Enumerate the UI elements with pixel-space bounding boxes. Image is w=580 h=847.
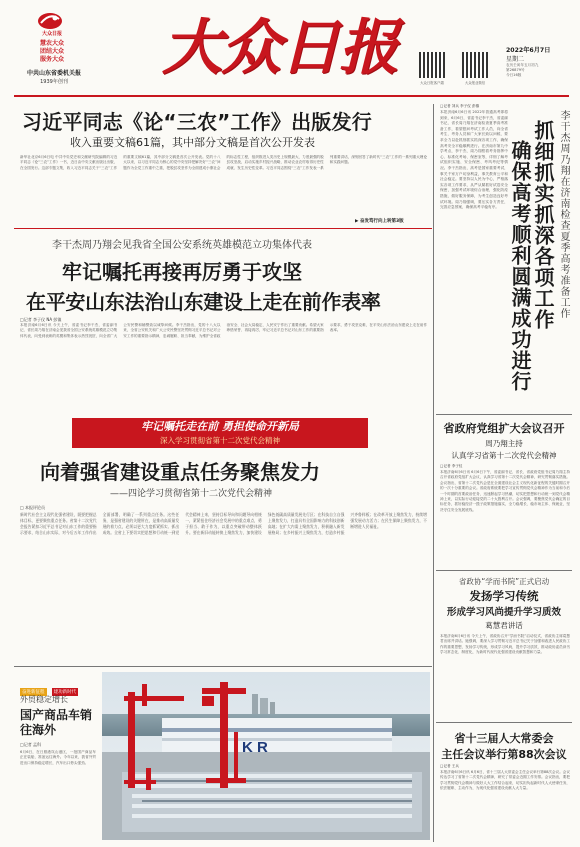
photo-caption: 6月6日，在日照港岚山港区，一批国产商品车正在装船，准备运往海外。今年以来，我省外贸进出口保持稳定增长，汽车出口势头强劲。 — [20, 750, 96, 765]
masthead-title-text: 大众日报 — [162, 13, 398, 83]
npc-headline-2: 主任会议举行第88次会议 — [441, 748, 567, 761]
gaokao-kicker: 李干杰周乃翔在济南检查夏季高考准备工作 — [558, 110, 569, 319]
gaokao-title-2: 抓细抓实抓深各项工作 — [531, 120, 555, 330]
theme-banner-line-1: 牢记嘱托走在前 勇担使命开新局 — [141, 420, 299, 433]
academy-body: 本报济南6月6日讯 今天上午，省政协召开“学而书院”启动仪式，省政协主席葛慧君出席并讲话。她强调，要深入学习贯彻习近平总书记关于加强和改进人民政协工作的重要思想，发扬学习传统，形成学习风尚，提升学习质效，推动政协委员读书学习常态化、制度化，为新时代现代化强省建设贡献智慧和力量。 — [440, 634, 570, 655]
qr-caption: 大众报业微信 — [464, 81, 486, 85]
newspaper-small-logo — [36, 10, 64, 32]
photo-badge-group — [20, 678, 96, 695]
academy-headline-1: 发扬学习传统 — [469, 589, 539, 603]
gov-byline: □记者 李子仪 — [440, 464, 463, 468]
gaokao-title-1: 确保高考顺利圆满成功进行 — [508, 140, 532, 392]
gaokao-byline: □记者 刘兵 李子仪 彭镇 — [440, 104, 480, 108]
police-headline-2: 在平安山东法治山东建设上走在前作表率 — [26, 290, 381, 314]
lead-jump[interactable]: ▶ 奋发笃行向上转第3版 — [355, 219, 404, 224]
photo-byline: □记者 孟科 — [20, 742, 42, 747]
npc-headline-1: 省十三届人大常委会 — [454, 732, 554, 745]
sidebar-divider — [436, 722, 572, 723]
police-byline: □记者 李子仪 NA 彭镇 — [20, 317, 62, 322]
slogan-block — [30, 40, 74, 64]
ship-lettering: K R — [242, 739, 268, 756]
masthead-title — [162, 4, 402, 94]
founded-year: 1939年创刊 — [40, 79, 68, 85]
theme-banner-line-2: 深入学习贯彻省第十二次党代会精神 — [160, 436, 280, 445]
qr-code-wechat — [462, 52, 488, 78]
qr-code-app — [419, 52, 445, 78]
gov-body: 本报济南6月6日讯 6月6日下午，省委副书记、省长、省政府党组书记周乃翔主持召开省政府党组扩大会议，认真学习省第十二次党代会精神，研究贯彻落实措施。会议指出，省第十二次党代会是在全面建设社会主义现代化新征程的关键时期召开的一次十分重要的会议。省政府系统要把学习宣传贯彻党代会精神作为当前和今后一个时期的首要政治任务，迅速掀起学习热潮，切实把思想和行动统一到党代会精神上来，以实际行动迎接党的二十大胜利召开。会议强调，要聚焦党代会确定的目标任务，抓好稳经济一揽子政策措施落实，全力稳增长、稳市场主体、保就业，坚决守住安全发展底线。 — [440, 470, 570, 512]
issue-info-line: 农历壬寅年五月初九 — [506, 63, 539, 67]
sidebar-divider — [436, 414, 572, 415]
academy-kicker: 省政协“学而书院”正式启动 — [458, 577, 550, 586]
sidebar-divider — [436, 570, 572, 571]
academy-headline-2: 形成学习风尚提升学习质效 — [446, 607, 561, 618]
issue-weekday: 星期二 — [506, 56, 525, 63]
police-body: 本报济南6月6日讯 今天上午，省委书记李干杰，省委副书记、省长周乃翔在济南会见我省全国公安系统英雄模范立功集体代表，向受到表彰的英模和集体表示热烈祝贺，向全省广大公安民警和辅警致以诚挚问候。李干杰指出，党的十八大以来，全省公安机关和广大公安民警坚决贯彻习近平总书记对公安工作的重要指示精神，忠诚履职、担当奉献，为维护全省政治安全、社会大局稳定、人民安宁作出了重要贡献。希望大家珍惜荣誉、再接再厉，牢记习近平总书记对山东工作的重要指示要求，勇于攻坚克难，在平安山东法治山东建设上走在前作表率。 — [20, 323, 427, 338]
lead-body: 新华社北京6月6日电 中共中央党史和文献研究院编辑的习近平同志《论“三农”工作》一书，近日由中央文献出版社出版，在全国发行。这部专题文集，收入习近平同志关于“三农”工作的重要文稿61篇，其中部分文稿是首次公开发表。党的十八大以来，以习近平同志为核心的党中央坚持把解决好“三农”问题作为全党工作重中之重，把脱贫攻坚作为全面建成小康社会的标志性工程，组织推进人类历史上规模最大、力度最强的脱贫攻坚战，启动实施乡村振兴战略，推动农业农村取得历史性成就、发生历史性变革。习近平同志围绕“三农”工作发表一系列重要讲话，深刻回答了新时代“三农”工作的一系列重大理论和实践问题。 — [20, 155, 427, 170]
photo-badge: 建功新时代 — [53, 690, 77, 695]
gaokao-body: 本报济南6月6日讯 2022年普通高考即将到来，6月6日，省委书记李干杰，省委副书记、省长周乃翔在济南检查夏季高考准备工作，看望慰问考试工作人员，向全省考生、考务人员和广大家长致以问候，要求全力以赴抓细抓实抓深各项工作，确保高考安全平稳顺利进行。在济南市第九中学考点，李干杰、周乃翔察看考务指挥中心、标准化考场、保密室等，详细了解考试组织实施、安全保密、考风考纪等情况。李干杰指出，高考是国家重要考试，事关千家万户切身利益，事关教育公平和社会稳定。要坚持以人民为中心，严格落实各项工作要求，从严从紧抓好试卷安全保密，加强考试环境综合治理，强化防疫措施，做好服务保障，为考生创造良好考试环境。周乃翔强调，要压实各方责任，完善应急预案，确保高考平稳有序。 — [440, 110, 508, 210]
slogan-line: 慧农大众 — [39, 40, 64, 47]
qr-caption: 大众日报客户端 — [420, 81, 444, 85]
lead-subhead: 收入重要文稿61篇，其中部分文稿是首次公开发表 — [70, 136, 315, 149]
lead-headline: 习近平同志《论“三农”工作》出版发行 — [22, 110, 372, 134]
npc-byline: □记者 王兵 — [440, 764, 459, 768]
commentary-divider — [14, 666, 432, 667]
masthead — [0, 0, 580, 95]
sidebar-left-rule — [433, 104, 434, 842]
police-headline-1: 牢记嘱托再接再厉勇于攻坚 — [62, 260, 302, 284]
lead-divider — [14, 228, 432, 229]
commentary-subhead: ——四论学习贯彻省第十二次党代会精神 — [110, 489, 273, 499]
gov-headline: 省政府党组扩大会议召开 — [443, 422, 565, 435]
photo-badge: 奋进新征程 — [22, 690, 45, 695]
police-kicker: 李干杰周乃翔会见我省全国公安系统英雄模范立功集体代表 — [52, 240, 312, 251]
photo-headline: 国产商品车销往海外 — [20, 708, 93, 737]
issue-date: 2022年6月7日 — [506, 47, 551, 54]
logo-small-caption: 大众日报 — [41, 31, 62, 37]
theme-banner — [72, 418, 368, 448]
issue-info-line: 今日16版 — [506, 73, 522, 77]
organ-name: 中共山东省委机关报 — [26, 70, 81, 77]
sidebar — [436, 96, 572, 846]
photo-kicker: 外贸稳定增长 — [20, 695, 68, 704]
slogan-line: 服务大众 — [39, 56, 64, 63]
commentary-byline: □ 本报评论员 — [20, 505, 46, 510]
commentary-body: 新时代社会主义现代化强省建设，既要把握总体目标，更要聚焦重点任务。省第十二次党代会报告紧扣习近平总书记对山东工作的重要指示要求，结合山东实际，对今后五年工作作出全面部署，明确了一系列重点任务。这些任务，是强省建设的关键所在，是推动高质量发展的着力点，必须以更大力度抓紧抓实、抓出成效。全省上下要切实把思想和行动统一到党代会精神上来，坚持目标导向和问题导向相统一，紧紧扭住经济社会发展中的重点难点，勇于担当、敢于作为，以重点突破带动整体跃升。要在新旧动能转换上聚焦发力，加快建设绿色低碳高质量发展先行区；在科技自立自强上聚焦发力，打造具有全国影响力的科技创新高地；在扩大内需上聚焦发力，积极融入新发展格局；在乡村振兴上聚焦发力，打造乡村振兴齐鲁样板；在改革开放上聚焦发力，持续增强发展动力活力；在民生保障上聚焦发力，不断增进人民福祉。 — [20, 512, 427, 535]
commentary-headline: 向着强省建设重点任务聚焦发力 — [40, 460, 320, 484]
gov-subhead-1: 周乃翔主持 — [485, 439, 523, 448]
slogan-line: 团结大众 — [39, 48, 64, 55]
issue-info — [506, 63, 576, 78]
port-photo — [102, 672, 430, 840]
npc-body: 本报济南6月6日讯 6月6日，省十三届人大常委会主任会议举行第88次会议。会议传达学习了省第十二次党代会精神，研究了常委会近期工作安排。会议指出，要把学习贯彻党代会精神与做好人大工作结合起来，切实担负起新时代人大使命任务，依法履职、主动作为，为现代化强省建设贡献人大力量。 — [440, 770, 570, 791]
academy-subhead: 葛慧君讲话 — [485, 621, 523, 630]
gov-subhead-2: 认真学习省第十二次党代会精神 — [451, 451, 557, 460]
issue-info-line: 第26879号 — [506, 68, 525, 72]
